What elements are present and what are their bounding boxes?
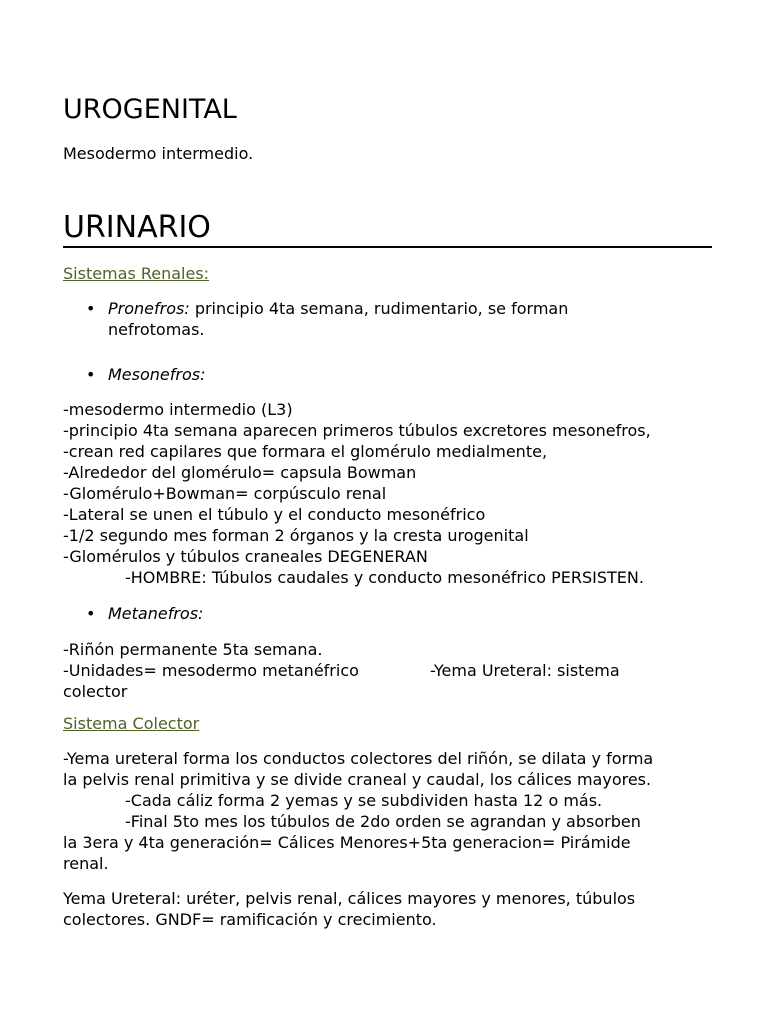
list-item: -Alrededor del glomérulo= capsula Bowman: [63, 463, 417, 482]
list-item: -Glomérulo+Bowman= corpúsculo renal: [63, 484, 387, 503]
paragraph-line: la pelvis renal primitiva y se divide craneal y caudal, los cálices mayores.: [63, 770, 652, 789]
metanefros-line-2a: -Unidades= mesodermo metanéfrico: [63, 661, 359, 680]
list-item: -1/2 segundo mes forman 2 órganos y la cresta urogenital: [63, 526, 529, 545]
metanefros-term: Metanefros:: [108, 604, 204, 623]
metanefros-line-2b: -Yema Ureteral: sistema: [430, 661, 620, 680]
subheading-sistema-colector: Sistema Colector: [63, 714, 200, 733]
metanefros-line-3: colector: [63, 682, 128, 701]
paragraph-line: -Yema ureteral forma los conductos colectores del riñón, se dilata y forma: [63, 749, 654, 768]
paragraph-line: renal.: [63, 854, 109, 873]
mesonefros-list: [63, 399, 651, 588]
list-item: -Glomérulos y túbulos craneales DEGENERAN: [63, 547, 428, 566]
bullet-dot: •: [86, 299, 96, 318]
bullet-dot: •: [86, 365, 96, 384]
document-subtitle: Mesodermo intermedio.: [63, 144, 254, 163]
list-item: -mesodermo intermedio (L3): [63, 400, 293, 419]
pronefros-line-1: [108, 298, 568, 319]
section-rule: [63, 246, 712, 248]
mesonefros-term: Mesonefros:: [108, 365, 206, 384]
document-title: UROGENITAL: [63, 94, 237, 125]
pronefros-line-2: nefrotomas.: [108, 320, 205, 339]
colector-paragraph-1: [63, 748, 653, 874]
paragraph-line: colectores. GNDF= ramificación y crecimiento.: [63, 910, 437, 929]
list-item-indented: -HOMBRE: Túbulos caudales y conducto mesonéfrico PERSISTEN.: [125, 568, 644, 587]
metanefros-line-1: -Riñón permanente 5ta semana.: [63, 640, 323, 659]
bullet-dot: •: [86, 604, 96, 623]
pronefros-text: principio 4ta semana, rudimentario, se forman: [189, 299, 569, 318]
pronefros-term: Pronefros:: [108, 299, 190, 318]
paragraph-line: Yema Ureteral: uréter, pelvis renal, cálices mayores y menores, túbulos: [63, 889, 636, 908]
list-item: -Lateral se unen el túbulo y el conducto mesonéfrico: [63, 505, 486, 524]
section-title: URINARIO: [63, 210, 211, 245]
paragraph-line: la 3era y 4ta generación= Cálices Menores+5ta generacion= Pirámide: [63, 833, 631, 852]
list-item: -principio 4ta semana aparecen primeros túbulos excretores mesonefros,: [63, 421, 651, 440]
paragraph-line-indented: -Cada cáliz forma 2 yemas y se subdividen hasta 12 o más.: [125, 791, 603, 810]
subheading-sistemas-renales: Sistemas Renales:: [63, 264, 210, 283]
colector-paragraph-2: [63, 888, 635, 930]
paragraph-line-indented: -Final 5to mes los túbulos de 2do orden se agrandan y absorben: [125, 812, 641, 831]
list-item: -crean red capilares que formara el glomérulo medialmente,: [63, 442, 548, 461]
